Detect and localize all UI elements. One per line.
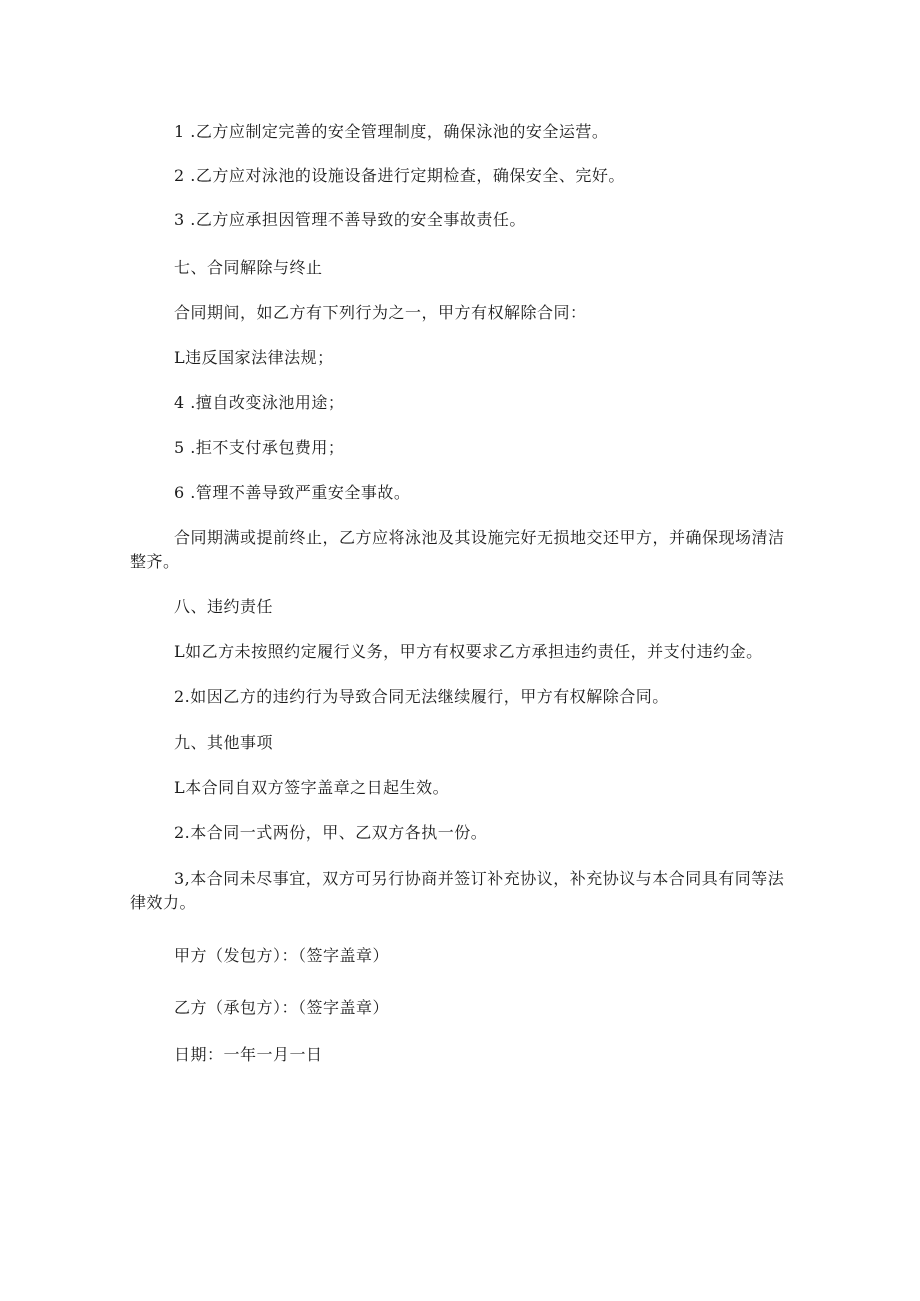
party-b-signature: 乙方（承包方）：（签字盖章） bbox=[174, 998, 390, 1017]
section-heading-other: 九、其他事项 bbox=[174, 733, 274, 752]
other-item-2: 2.本合同一式两份，甲、乙双方各执一份。 bbox=[174, 823, 488, 842]
termination-item-2: 4 .擅自改变泳池用途； bbox=[174, 393, 345, 412]
liability-item-1: L如乙方未按照约定履行义务，甲方有权要求乙方承担违约责任，并支付违约金。 bbox=[174, 642, 763, 661]
section-heading-liability: 八、违约责任 bbox=[174, 597, 274, 616]
liability-item-2: 2.如因乙方的违约行为导致合同无法继续履行，甲方有权解除合同。 bbox=[174, 687, 669, 706]
signing-date: 日期：一年一月一日 bbox=[174, 1045, 323, 1064]
section-heading-termination: 七、合同解除与终止 bbox=[174, 258, 323, 277]
other-item-1: L本合同自双方签字盖章之日起生效。 bbox=[174, 778, 450, 797]
other-item-3-paragraph: 3,本合同未尽事宜，双方可另行协商并签订补充协议，补充协议与本合同具有同等法律效力。 bbox=[130, 869, 785, 912]
clause-6-item-2: 2 .乙方应对泳池的设施设备进行定期检查，确保安全、完好。 bbox=[174, 166, 625, 185]
termination-intro: 合同期间，如乙方有下列行为之一，甲方有权解除合同： bbox=[174, 303, 587, 322]
termination-handover-paragraph: 合同期满或提前终止，乙方应将泳池及其设施完好无损地交还甲方，并确保现场清洁整齐。 bbox=[130, 528, 785, 571]
clause-6-item-3: 3 .乙方应承担因管理不善导致的安全事故责任。 bbox=[174, 210, 526, 229]
termination-item-3: 5 .拒不支付承包费用； bbox=[174, 438, 345, 457]
termination-item-4: 6 .管理不善导致严重安全事故。 bbox=[174, 483, 411, 502]
termination-item-1: L违反国家法律法规； bbox=[174, 348, 334, 367]
party-a-signature: 甲方（发包方）：（签字盖章） bbox=[174, 946, 390, 965]
clause-6-item-1: 1 .乙方应制定完善的安全管理制度，确保泳池的安全运营。 bbox=[174, 122, 609, 141]
